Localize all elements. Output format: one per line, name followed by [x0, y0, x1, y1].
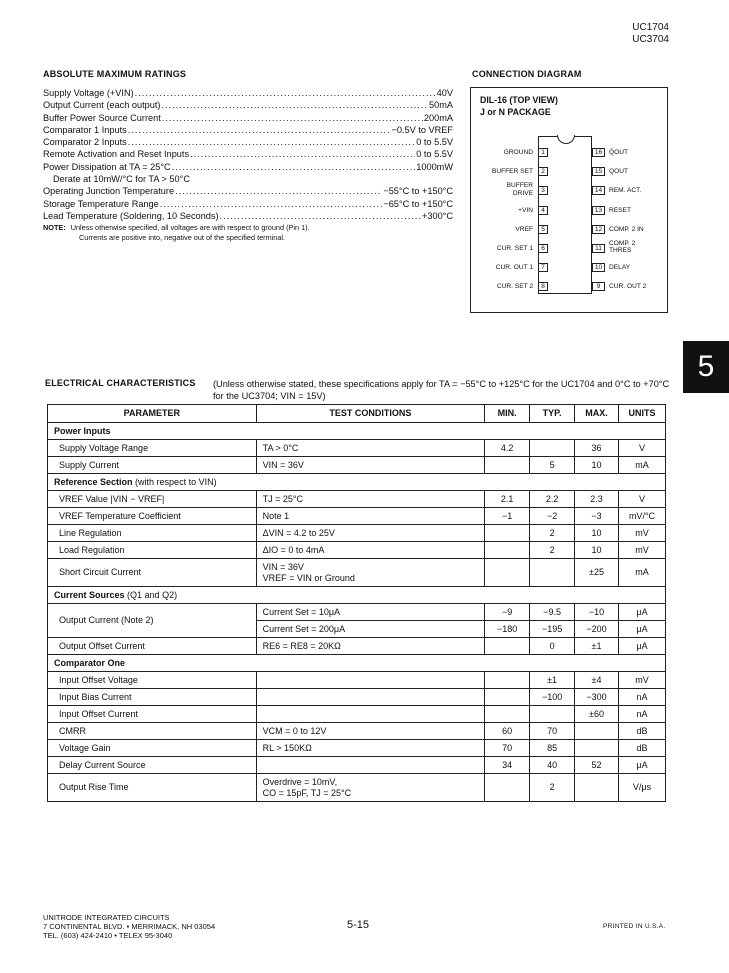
min-cell: 4.2 [485, 440, 530, 457]
section-title [48, 474, 666, 491]
table-row [48, 706, 666, 723]
leader-dots [172, 161, 416, 173]
units-cell: μA [619, 621, 666, 638]
table-row [48, 638, 666, 655]
table-row [48, 542, 666, 559]
typ-cell: ±1 [530, 672, 575, 689]
printed-note: PRINTED IN U.S.A. [603, 923, 666, 930]
parameter-cell: CMRR [48, 723, 257, 740]
package-type: DIL-16 (TOP VIEW) [480, 95, 558, 105]
test-conditions-cell [256, 740, 485, 757]
pin-label: QOUT [609, 168, 629, 176]
rating-value: 1000mW [416, 161, 453, 172]
test-conditions-cell [256, 706, 485, 723]
abs-max-ratings-list [43, 87, 453, 222]
rating-row [43, 124, 453, 136]
pin-label: CUR. SET 2 [496, 283, 533, 291]
pin-label: CUR. SET 1 [496, 245, 533, 252]
table-row [48, 457, 666, 474]
typ-cell: 2 [530, 542, 575, 559]
test-conditions-cell [256, 774, 485, 802]
col-header-max: MAX. [575, 405, 619, 423]
page-number: 5-15 [347, 919, 370, 931]
units-cell: dB [619, 740, 666, 757]
table-row [48, 559, 666, 587]
max-cell: 52 [575, 757, 619, 774]
section-row [48, 474, 666, 491]
test-conditions-cell [256, 491, 485, 508]
part-number-2: UC3704 [632, 34, 669, 45]
min-cell: 60 [485, 723, 530, 740]
typ-cell: 2 [530, 774, 575, 802]
test-conditions-cell [256, 457, 485, 474]
rating-value: 0 to 5.5V [416, 137, 453, 148]
rating-value: −55°C to +150°C [383, 186, 453, 197]
condition-line: VREF = VIN or Ground [262, 572, 355, 583]
min-cell: −180 [485, 621, 530, 638]
test-conditions-cell [256, 621, 485, 638]
max-cell: 2.3 [575, 491, 619, 508]
leader-dots [161, 99, 428, 111]
pin-number: 3 [538, 186, 548, 195]
footer-street: 7 CONTINENTAL BLVD. • MERRIMACK, NH 03054 [43, 922, 216, 931]
condition-line: TJ = 25°C [262, 493, 303, 504]
condition-line: Note 1 [262, 510, 290, 521]
max-cell: −10 [575, 604, 619, 621]
rating-label: Supply Voltage (+VIN) [43, 88, 134, 98]
section-title [48, 655, 666, 672]
condition-line: ΔVIN = 4.2 to 25V [262, 527, 335, 538]
parameter-cell: Output Current (Note 2) [48, 604, 257, 638]
rating-value: 200mA [423, 112, 453, 123]
pin-number: 15 [592, 167, 605, 176]
connection-diagram-title: CONNECTION DIAGRAM [472, 69, 582, 79]
units-cell: mV [619, 672, 666, 689]
test-conditions-cell [256, 525, 485, 542]
table-row [48, 440, 666, 457]
electrical-characteristics-table [47, 404, 666, 802]
pin-label: +VIN [518, 206, 533, 214]
rating-row [43, 161, 453, 173]
units-cell: V [619, 440, 666, 457]
table-row [48, 508, 666, 525]
max-cell: 36 [575, 440, 619, 457]
rating-label: Remote Activation and Reset Inputs [43, 149, 190, 160]
min-cell: 70 [485, 740, 530, 757]
part-number-header [632, 22, 669, 46]
rating-value: 40V [436, 88, 453, 98]
parameter-cell: Supply Voltage Range [48, 440, 257, 457]
section-title [48, 423, 666, 440]
section-name: Reference Section [54, 476, 133, 487]
leader-dots [175, 185, 382, 197]
condition-line: ΔIO = 0 to 4mA [262, 544, 325, 555]
section-row [48, 423, 666, 440]
units-cell: nA [619, 706, 666, 723]
units-cell: nA [619, 689, 666, 706]
abs-max-note [43, 223, 310, 242]
typ-cell: 5 [530, 457, 575, 474]
units-cell: mA [619, 457, 666, 474]
table-row [48, 774, 666, 802]
rating-value: 0 to 5.5V [416, 149, 453, 160]
pin-number: 1 [538, 148, 548, 157]
units-cell: μA [619, 604, 666, 621]
pin-number: 12 [592, 225, 605, 234]
units-cell: mV [619, 542, 666, 559]
section-row [48, 655, 666, 672]
typ-cell: −195 [530, 621, 575, 638]
leader-dots [160, 198, 383, 210]
section-name: Power Inputs [54, 425, 111, 436]
units-cell: V/μs [619, 774, 666, 802]
section-title [48, 587, 666, 604]
rating-label: Lead Temperature (Soldering, 10 Seconds) [43, 210, 219, 221]
typ-cell: 85 [530, 740, 575, 757]
pin-label: REM. ACT. [609, 187, 642, 195]
test-conditions-cell [256, 604, 485, 621]
rating-row [43, 173, 453, 185]
col-header-parameter: PARAMETER [48, 405, 257, 423]
max-cell [575, 723, 619, 740]
rating-row [43, 198, 453, 210]
parameter-cell: Input Offset Current [48, 706, 257, 723]
col-header-test-conditions: TEST CONDITIONS [256, 405, 485, 423]
table-row [48, 757, 666, 774]
table-row [48, 740, 666, 757]
parameter-cell: VREF Value |VIN − VREF| [48, 491, 257, 508]
min-cell [485, 457, 530, 474]
pin-number: 9 [592, 282, 605, 291]
max-cell: 10 [575, 525, 619, 542]
leader-dots [162, 112, 423, 124]
min-cell [485, 689, 530, 706]
rating-label: Power Dissipation at TA = 25°C [43, 161, 171, 172]
parameter-cell: Delay Current Source [48, 757, 257, 774]
section-tab: 5 [683, 341, 729, 393]
parameter-cell: Input Bias Current [48, 689, 257, 706]
pin-number: 13 [592, 206, 605, 215]
condition-line: VIN = 36V [262, 459, 304, 470]
typ-cell [530, 559, 575, 587]
units-cell: mA [619, 559, 666, 587]
units-cell: V [619, 491, 666, 508]
pin-number: 16 [592, 148, 605, 157]
rating-row [43, 87, 453, 99]
condition-line: Current Set = 200μA [262, 623, 346, 634]
test-conditions-cell [256, 689, 485, 706]
test-conditions-cell [256, 440, 485, 457]
col-header-units: UNITS [619, 405, 666, 423]
pin-label: RESET [609, 206, 631, 214]
rating-row [43, 210, 453, 222]
max-cell: ±60 [575, 706, 619, 723]
max-cell [575, 774, 619, 802]
condition-line: Current Set = 10μA [262, 606, 341, 617]
test-conditions-cell [256, 542, 485, 559]
parameter-cell: Supply Current [48, 457, 257, 474]
pin-label: CUR. OUT 1 [495, 264, 533, 272]
package-suffix: J or N PACKAGE [480, 107, 551, 117]
rating-label: Output Current (each output) [43, 100, 161, 111]
test-conditions-cell [256, 559, 485, 587]
pin-number: 6 [538, 244, 548, 253]
min-cell: −9 [485, 604, 530, 621]
test-conditions-cell [256, 508, 485, 525]
max-cell: ±1 [575, 638, 619, 655]
typ-cell: 2 [530, 525, 575, 542]
typ-cell: −2 [530, 508, 575, 525]
units-cell: μA [619, 638, 666, 655]
condition-line: RL > 150KΩ [262, 742, 312, 753]
typ-cell [530, 706, 575, 723]
leader-dots [190, 148, 415, 160]
min-cell [485, 774, 530, 802]
max-cell: ±25 [575, 559, 619, 587]
parameter-cell: Input Offset Voltage [48, 672, 257, 689]
pin-number: 7 [538, 263, 548, 272]
condition-line: RE6 = RE8 = 20KΩ [262, 640, 341, 651]
section-subtitle: (Q1 and Q2) [127, 589, 178, 600]
table-row [48, 689, 666, 706]
note-line-2: Currents are positive into, negative out of the specified terminal. [79, 232, 286, 242]
rating-row [43, 112, 453, 124]
part-number-1: UC1704 [632, 22, 669, 33]
rating-label: Comparator 1 Inputs [43, 124, 127, 135]
min-cell [485, 706, 530, 723]
rating-label: Buffer Power Source Current [43, 112, 161, 123]
section-row [48, 587, 666, 604]
condition-line: VCM = 0 to 12V [262, 725, 327, 736]
pin-label: GROUND [503, 149, 533, 156]
section-name: Comparator One [54, 657, 126, 668]
test-conditions-cell [256, 723, 485, 740]
max-cell: −300 [575, 689, 619, 706]
pin-number: 2 [538, 167, 548, 176]
pin-number: 11 [592, 244, 605, 253]
parameter-cell: VREF Temperature Coefficient [48, 508, 257, 525]
units-cell: dB [619, 723, 666, 740]
min-cell [485, 525, 530, 542]
pin-label: CUR. OUT 2 [609, 283, 647, 291]
min-cell [485, 559, 530, 587]
parameter-cell: Line Regulation [48, 525, 257, 542]
table-header-row [48, 405, 666, 423]
min-cell: −1 [485, 508, 530, 525]
max-cell: −3 [575, 508, 619, 525]
parameter-cell: Voltage Gain [48, 740, 257, 757]
min-cell [485, 638, 530, 655]
condition-line: TA > 0°C [262, 442, 299, 453]
max-cell: −200 [575, 621, 619, 638]
abs-max-title: ABSOLUTE MAXIMUM RATINGS [43, 69, 187, 79]
pin-label: BUFFER SET [491, 168, 533, 176]
min-cell: 2.1 [485, 491, 530, 508]
table-row [48, 604, 666, 621]
rating-row [43, 185, 453, 197]
min-cell [485, 672, 530, 689]
footer-phone: TEL. (603) 424-2410 • TELEX 95-3040 [43, 931, 173, 940]
units-cell: μA [619, 757, 666, 774]
pin-number: 4 [538, 206, 548, 215]
rating-value: −65°C to +150°C [383, 198, 453, 209]
typ-cell: 2.2 [530, 491, 575, 508]
rating-row [43, 136, 453, 148]
test-conditions-cell [256, 638, 485, 655]
rating-label: Storage Temperature Range [43, 198, 159, 209]
min-cell: 34 [485, 757, 530, 774]
condition-line: Overdrive = 10mV, [262, 776, 338, 787]
units-cell: mV/°C [619, 508, 666, 525]
pin-label: VREF [515, 225, 533, 233]
chip-notch [557, 135, 575, 144]
pin-number: 14 [592, 186, 605, 195]
max-cell [575, 740, 619, 757]
rating-value: 50mA [428, 100, 453, 111]
rating-row [43, 99, 453, 111]
package-label [480, 94, 558, 118]
max-cell: ±4 [575, 672, 619, 689]
pin-label: DELAY [609, 264, 631, 272]
min-cell [485, 542, 530, 559]
table-row [48, 723, 666, 740]
rating-label: Operating Junction Temperature [43, 186, 175, 197]
pin-label: COMP. 2 IN [609, 225, 644, 233]
rating-row [43, 148, 453, 160]
max-cell: 10 [575, 457, 619, 474]
typ-cell: −100 [530, 689, 575, 706]
typ-cell: 40 [530, 757, 575, 774]
electrical-characteristics-title: ELECTRICAL CHARACTERISTICS [45, 378, 196, 388]
table-row [48, 672, 666, 689]
typ-cell [530, 440, 575, 457]
pin-number: 5 [538, 225, 548, 234]
leader-dots [128, 136, 415, 148]
section-name: Current Sources [54, 589, 125, 600]
electrical-conditions: (Unless otherwise stated, these specifications apply for TA = −55°C to +125°C for the UC1704 and 0°C to +70°C for the UC3704; VIN = 15V) [213, 379, 670, 401]
table-row [48, 525, 666, 542]
test-conditions-cell [256, 672, 485, 689]
pin-label: Q̄OUT [609, 149, 629, 156]
pin-number: 8 [538, 282, 548, 291]
rating-value: +300°C [421, 210, 453, 221]
table-row [48, 491, 666, 508]
rating-value: −0.5V to VREF [391, 124, 453, 135]
col-header-typ: TYP. [530, 405, 575, 423]
units-cell: mV [619, 525, 666, 542]
typ-cell: −9.5 [530, 604, 575, 621]
condition-line: VIN = 36V [262, 561, 304, 572]
pin-number: 10 [592, 263, 605, 272]
parameter-cell: Short Circuit Current [48, 559, 257, 587]
condition-line: CO = 15pF, TJ = 25°C [262, 787, 352, 798]
typ-cell: 70 [530, 723, 575, 740]
pin-label: BUFFER DRIVE [506, 182, 533, 197]
pin-label: COMP. 2 THRES [609, 240, 636, 255]
typ-cell: 0 [530, 638, 575, 655]
section-subtitle: (with respect to VIN) [135, 476, 217, 487]
leader-dots [220, 210, 421, 222]
note-label: NOTE: [43, 223, 66, 232]
col-header-min: MIN. [485, 405, 530, 423]
parameter-cell: Output Rise Time [48, 774, 257, 802]
max-cell: 10 [575, 542, 619, 559]
footer-company: UNITRODE INTEGRATED CIRCUITS [43, 913, 170, 922]
parameter-cell: Load Regulation [48, 542, 257, 559]
test-conditions-cell [256, 757, 485, 774]
note-line-1: Unless otherwise specified, all voltages are with respect to ground (Pin 1). [70, 223, 310, 232]
footer-address [43, 913, 215, 940]
parameter-cell: Output Offset Current [48, 638, 257, 655]
rating-label: Derate at 10mW/°C for TA > 50°C [53, 174, 190, 185]
rating-label: Comparator 2 Inputs [43, 137, 127, 148]
connection-diagram [470, 87, 668, 313]
leader-dots [128, 124, 391, 136]
leader-dots [135, 87, 436, 99]
